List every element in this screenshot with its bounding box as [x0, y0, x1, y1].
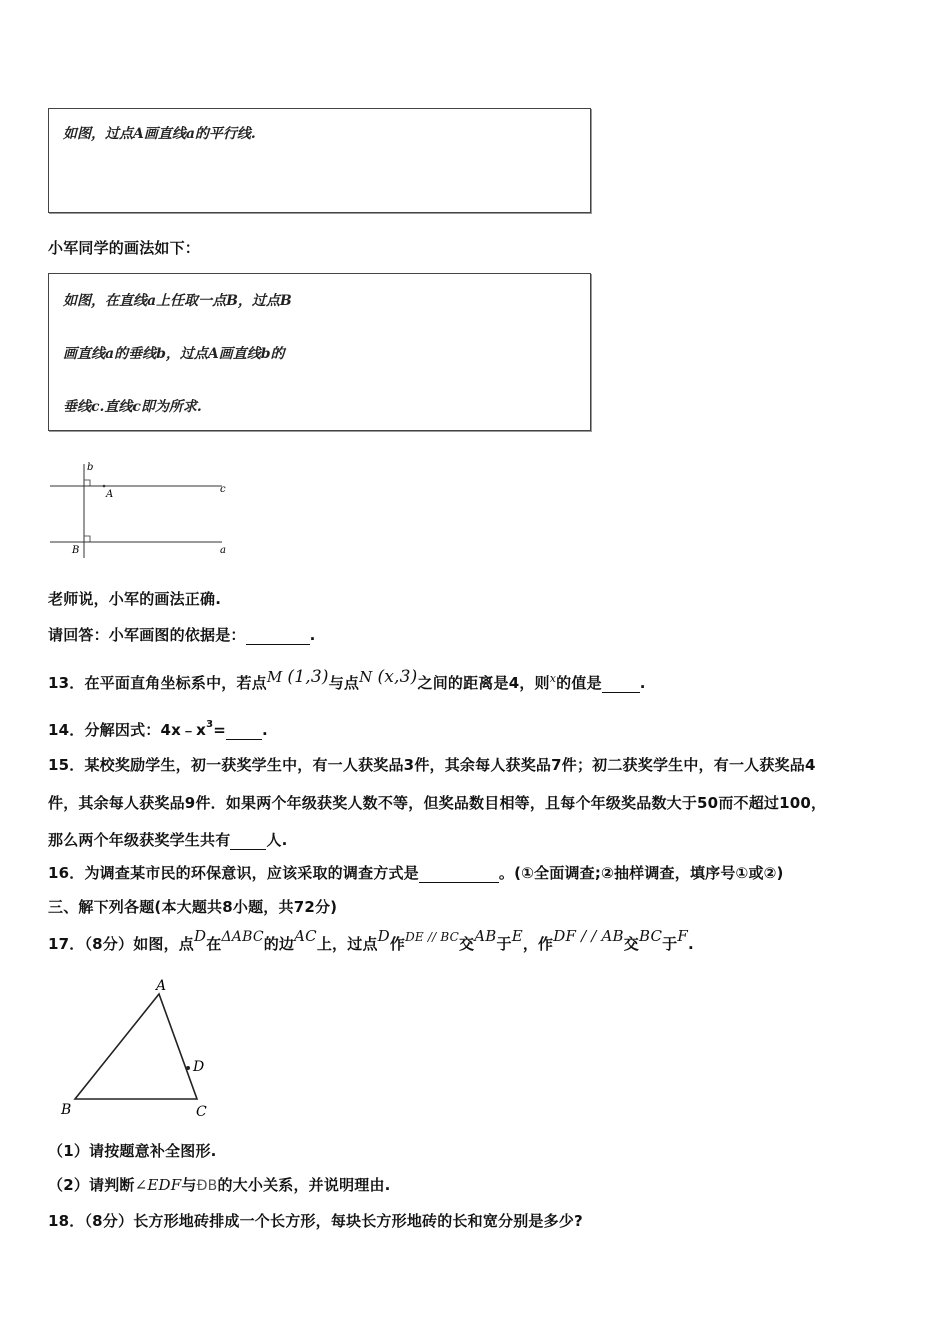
q13-n: N	[359, 668, 373, 686]
q17-end: .	[687, 935, 694, 953]
q14-end: .	[262, 721, 268, 739]
q17-triangle: ΔABC	[221, 929, 264, 945]
q13-text-3: 之间的距离是4，则	[417, 674, 550, 692]
teacher-comment: 老师说，小军的画法正确.	[48, 590, 222, 608]
question-17-part-1: （1）请按题意补全图形.	[48, 1142, 217, 1160]
label-A: A	[106, 489, 114, 500]
q13-end: .	[639, 674, 646, 692]
question-16	[48, 862, 784, 883]
q13-text-1: 13．在平面直角坐标系中，若点	[48, 674, 267, 692]
q15-end: 人.	[266, 831, 288, 849]
q13-n-coords: (x,3)	[377, 667, 418, 687]
label-B: B	[61, 1102, 72, 1118]
q16-text-2: 。(①全面调查;②抽样调查，填序号①或②)	[498, 864, 784, 882]
q13-text-2: 与点	[328, 674, 360, 692]
q17-2-text-2: 与	[181, 1176, 197, 1194]
q17-text-3: 的边	[263, 935, 295, 953]
q16-text-1: 16．为调查某市民的环保意识，应该采取的调查方式是	[48, 864, 419, 882]
section-3-heading: 三、解下列各题(本大题共8小题，共72分)	[48, 898, 338, 916]
q13-point-m	[267, 668, 329, 686]
question-15-line-3	[48, 829, 288, 850]
point-A	[103, 485, 106, 488]
method-line-3: 垂线c.直线c即为所求.	[63, 399, 202, 415]
q14-exponent: 3	[206, 719, 214, 730]
question-14	[48, 719, 268, 740]
answer-end: .	[309, 626, 316, 644]
answer-line	[48, 624, 316, 645]
q17-e: E	[511, 927, 523, 945]
q17-d2: D	[377, 927, 390, 945]
q17-2-angle-b: ÐB	[196, 1178, 218, 1194]
question-18: 18．（8分）长方形地砖排成一个长方形，每块长方形地砖的长和宽分别是多少?	[48, 1212, 583, 1230]
q17-2-text-3: 的大小关系，并说明理由.	[217, 1176, 391, 1194]
q14-equals: =	[213, 721, 227, 739]
q13-point-n	[359, 668, 417, 686]
q17-text-7: 于	[496, 935, 512, 953]
q17-de-bc: DE // BC	[405, 930, 460, 944]
q17-bc: BC	[638, 927, 663, 945]
q17-f: F	[677, 927, 688, 945]
q13-text-4: 的值是	[556, 674, 602, 692]
q17-ac: AC	[294, 927, 317, 945]
triangle-figure	[55, 978, 225, 1126]
label-C: C	[196, 1104, 207, 1120]
question-15-line-2: 件，其余每人获奖品9件．如果两个年级获奖人数不等，但奖品数目相等，且每个年级奖品数大于50而不超过100，	[48, 794, 827, 812]
label-D: D	[193, 1059, 205, 1075]
q13-m: M	[266, 668, 283, 686]
method-intro: 小军同学的画法如下：	[48, 239, 201, 257]
label-A: A	[156, 978, 167, 994]
q17-text-10: 于	[662, 935, 678, 953]
q15-blank[interactable]	[230, 831, 266, 850]
method-line-2: 画直线a的垂线b，过点A画直线b的	[63, 346, 285, 362]
q17-text-2: 在	[206, 935, 222, 953]
label-a: a	[220, 545, 226, 556]
q17-text-1: 17．（8分）如图，点	[48, 935, 195, 953]
q17-text-8: ，作	[522, 935, 554, 953]
right-angle-mark-top	[84, 480, 90, 486]
method-line-1: 如图，在直线a上任取一点B，过点B	[63, 293, 292, 309]
question-13	[48, 667, 646, 693]
question-17	[48, 927, 694, 954]
q13-var: x	[549, 672, 557, 685]
q17-text-6: 交	[459, 935, 475, 953]
point-D	[186, 1066, 190, 1070]
q17-2-text-1: （2）请判断	[48, 1176, 135, 1194]
right-angle-mark-bottom	[84, 536, 90, 542]
instruction-text: 如图，过点A画直线a的平行线.	[63, 126, 256, 142]
q17-2-angle: ∠EDF	[134, 1176, 182, 1194]
q17-df-ab: DF / / AB	[553, 927, 624, 945]
q15-text: 那么两个年级获奖学生共有	[48, 831, 231, 849]
answer-prompt: 请回答：小军画图的依据是：	[48, 626, 246, 644]
label-c: c	[220, 484, 226, 495]
q17-text-9: 交	[623, 935, 639, 953]
label-B: B	[72, 545, 80, 556]
q17-text-4: 上，过点	[316, 935, 378, 953]
parallel-construction-figure	[44, 458, 244, 560]
question-15-line-1: 15．某校奖励学生，初一获奖学生中，有一人获奖品3件，其余每人获奖品7件；初二获奖学生中，有一人获奖品4	[48, 756, 816, 774]
question-17-part-2	[48, 1174, 391, 1195]
label-b: b	[87, 462, 94, 473]
q16-blank[interactable]	[419, 864, 499, 883]
q13-blank[interactable]	[602, 674, 640, 693]
answer-blank[interactable]	[246, 626, 310, 645]
q17-text-5: 作	[389, 935, 406, 953]
q17-d: D	[194, 927, 207, 945]
q17-ab: AB	[474, 927, 497, 945]
q13-m-coords: (1,3)	[287, 667, 329, 687]
q14-text: 14．分解因式：4x﹣x	[48, 721, 207, 739]
q14-blank[interactable]	[226, 721, 262, 740]
triangle-abc	[75, 994, 197, 1099]
